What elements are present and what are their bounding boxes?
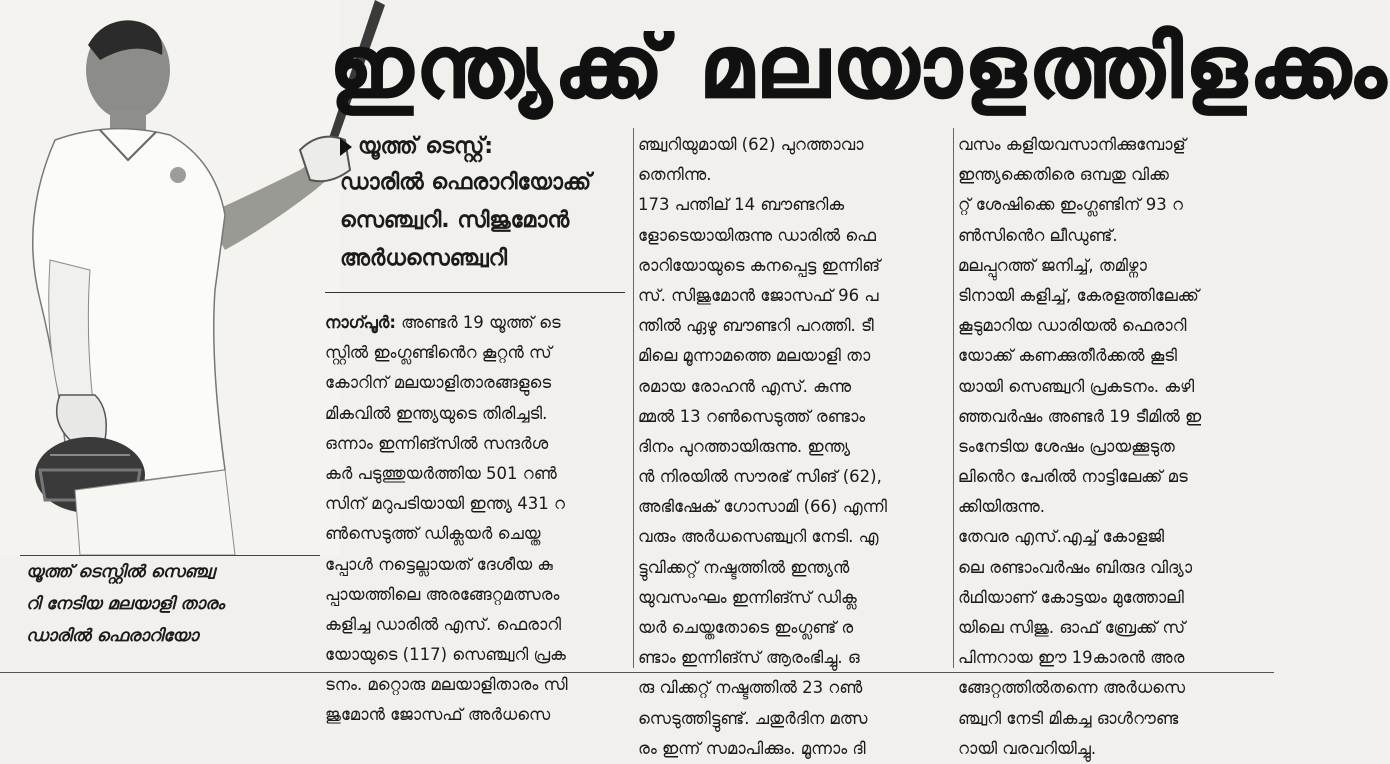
- article-line: ലെ രണ്ടാംവർഷം ബിരുദ വിദ്യാ: [958, 557, 1193, 577]
- article-line: യിലെ സിജു. ഓഫ് ബ്രേക്ക് സ്: [958, 618, 1186, 637]
- article-line: ണ്ടാം ഇന്നിങ്സ് ആരംഭിച്ചു. ഒ: [638, 648, 860, 668]
- article-line: ൺസിൻെറ ലീഡുണ്ട്.: [958, 225, 1118, 245]
- article-line: മിലെ മൂന്നാമത്തെ മലയാളി താ: [638, 346, 871, 366]
- article-line: ക്കിയിരുന്നു.: [958, 497, 1046, 517]
- article-line: യായി സെഞ്ച്വറി പ്രകടനം. കഴി: [958, 376, 1195, 396]
- article-line: കർ പടുത്തുയർത്തിയ 501 റൺ: [325, 463, 557, 483]
- article-column-2: [638, 130, 948, 764]
- article-line: ഞ്ച്വറി നേടി മികച്ച ഓൾറൗണ്ട: [958, 708, 1179, 728]
- article-line: യർ ചെയ്തതോടെ ഇംഗ്ലണ്ട് ര: [638, 618, 854, 637]
- article-line: ട്ടുവിക്കറ്റ് നഷ്ടത്തിൽ ഇന്ത്യൻ: [638, 557, 850, 577]
- sub-headline: [340, 130, 630, 290]
- article-line: ഞ്ഞവർഷം അണ്ടർ 19 ടീമിൽ ഇ: [958, 406, 1202, 426]
- headline: ഇന്ത്യക്ക് മലയാളത്തിളക്കം: [330, 18, 1390, 116]
- column-divider: [633, 128, 634, 668]
- article-line: ങ്ങേറ്റത്തിൽതന്നെ അർധസെ: [958, 678, 1186, 698]
- article-line: ജുമോൻ ജോസഫ് അർധസെ: [325, 705, 551, 725]
- deck-divider: [325, 292, 625, 293]
- article-line: കോറിന് മലയാളിതാരങ്ങളുടെ: [325, 373, 552, 393]
- article-line: സിന് മറുപടിയായി ഇന്ത്യ 431 റ: [325, 494, 565, 514]
- article-line: ടംനേടിയ ശേഷം പ്രായക്കൂടുത: [958, 436, 1175, 456]
- photo-caption: [26, 556, 316, 666]
- article-line: യുവസംഘം ഇന്നിങ്സ് ഡിക്ല: [638, 587, 857, 607]
- article-line: 173 പന്തില് 14 ബൗണ്ടറിക: [638, 195, 845, 215]
- arrow-bullet-icon: [340, 138, 352, 156]
- article-line: ടനം. മറ്റൊരു മലയാളിതാരം സി: [325, 675, 568, 695]
- article-line: ദിനം പുറത്തായിരുന്നു. ഇന്ത്യ: [638, 436, 851, 456]
- article-line: റായി വരവറിയിച്ചു.: [958, 738, 1097, 758]
- article-line: ർഥിയാണ് കോട്ടയം മുത്തോലി: [958, 587, 1184, 607]
- article-line: യോക്ക് കണക്കുതീർക്കൽ കൂടി: [958, 346, 1177, 366]
- article-line: അഭിഷേക് ഗോസാമി (66) എന്നി: [638, 497, 887, 517]
- article-line: ൺസെടുത്ത് ഡിക്ലയർ ചെയ്ത: [325, 524, 541, 544]
- cricketer-illustration: [0, 0, 340, 555]
- article-line: ന്തിൽ ഏഴു ബൗണ്ടറി പറത്തി. ടീ: [638, 316, 874, 336]
- article-line: പ്പായത്തിലെ അരങ്ങേറ്റമത്സരം: [325, 584, 560, 604]
- article-line: ളോടെയായിരുന്നു ഡാരിൽ ഫെ: [638, 225, 877, 245]
- article-line-text: അണ്ടർ 19 യൂത്ത് ടെ: [395, 313, 561, 332]
- caption-line: റി നേടിയ മലയാളി താരം: [26, 594, 225, 614]
- article-line: ലിൻെറ പേരിൽ നാട്ടിലേക്ക് മട: [958, 467, 1188, 487]
- article-line: സ്റ്റിൽ ഇംഗ്ലണ്ടിൻെറ കൂറ്റൻ സ്: [325, 343, 552, 363]
- dateline: നാഗ്പൂർ:: [325, 313, 396, 332]
- article-line: രമായ രോഹൻ എസ്. കുന്നു: [638, 376, 852, 396]
- article-line: കളിച്ച ഡാരിൽ എസ്. ഫെരാറി: [325, 614, 562, 634]
- article-line: [325, 308, 630, 338]
- article-line: രാറിയോയുടെ കനപ്പെട്ട ഇന്നിങ്: [638, 255, 881, 275]
- article-line: മലപ്പുറത്ത് ജനിച്ച്, തമിഴ്നാ: [958, 255, 1147, 275]
- article-line: ടിനായി കളിച്ച്, കേരളത്തിലേക്ക്: [958, 285, 1199, 305]
- article-line: രു വിക്കറ്റ് നഷ്ടത്തിൽ 23 റൺ: [638, 678, 863, 698]
- article-line: യോയുടെ (117) സെഞ്ച്വറി പ്രക: [325, 645, 566, 665]
- deck-line: സെഞ്ച്വറി. സിജുമോൻ: [340, 208, 570, 233]
- bottom-divider: [0, 672, 1274, 673]
- article-line: വസം കളിയവസാനിക്കുമ്പോള്: [958, 135, 1186, 154]
- article-line: തെനിന്നു.: [638, 165, 712, 185]
- deck-line: ഡാരിൽ ഫെരാറിയോക്ക്: [340, 170, 592, 195]
- article-line: ഞ്ച്വറിയുമായി (62) പുറത്താവാ: [638, 135, 864, 154]
- article-column-1: [325, 308, 630, 731]
- article-line: സ്. സിജുമോൻ ജോസഫ് 96 പ: [638, 285, 879, 305]
- deck-line: അർധസെഞ്ച്വറി: [340, 246, 508, 271]
- column-divider: [953, 128, 954, 668]
- article-line: റ്റ് ശേഷിക്കെ ഇംഗ്ലണ്ടിന് 93 റ: [958, 195, 1183, 215]
- deck-line: യൂത്ത് ടെസ്റ്റ്:: [358, 134, 494, 159]
- article-line: സെടുത്തിട്ടുണ്ട്. ചതുർദിന മത്സ: [638, 708, 868, 728]
- article-column-3: [958, 130, 1263, 764]
- cricketer-photo: [0, 0, 340, 555]
- article-line: ഇന്ത്യക്കെതിരെ ഒമ്പതു വിക്ക: [958, 165, 1169, 185]
- article-line: ഒന്നാം ഇന്നിങ്സിൽ സന്ദർശ: [325, 433, 549, 453]
- caption-line: യൂത്ത് ടെസ്റ്റിൽ സെഞ്ച്വ: [26, 562, 215, 582]
- article-line: തേവര എസ്.എച്ച് കോളജി: [958, 527, 1165, 547]
- article-line: കൂടുമാറിയ ഡാരിയൽ ഫെരാറി: [958, 316, 1187, 336]
- article-line: പ്പോൾ നട്ടെല്ലായത് ദേശീയ കു: [325, 554, 553, 574]
- article-line: രം ഇന്ന് സമാപിക്കും. മൂന്നാം ദി: [638, 738, 866, 758]
- article-line: മികവിൽ ഇന്ത്യയുടെ തിരിച്ചടി.: [325, 403, 548, 423]
- article-line: ൻ നിരയിൽ സൗരഭ് സിങ് (62),: [638, 467, 882, 487]
- article-line: വരും അർധസെഞ്ച്വറി നേടി. എ: [638, 527, 879, 547]
- article-line: പിന്നറായ ഈ 19കാരൻ അര: [958, 648, 1185, 668]
- caption-line: ഡാരിൽ ഫെരാറിയോ: [26, 626, 199, 646]
- article-line: മ്മൽ 13 റൺസെടുത്ത് രണ്ടാം: [638, 406, 866, 426]
